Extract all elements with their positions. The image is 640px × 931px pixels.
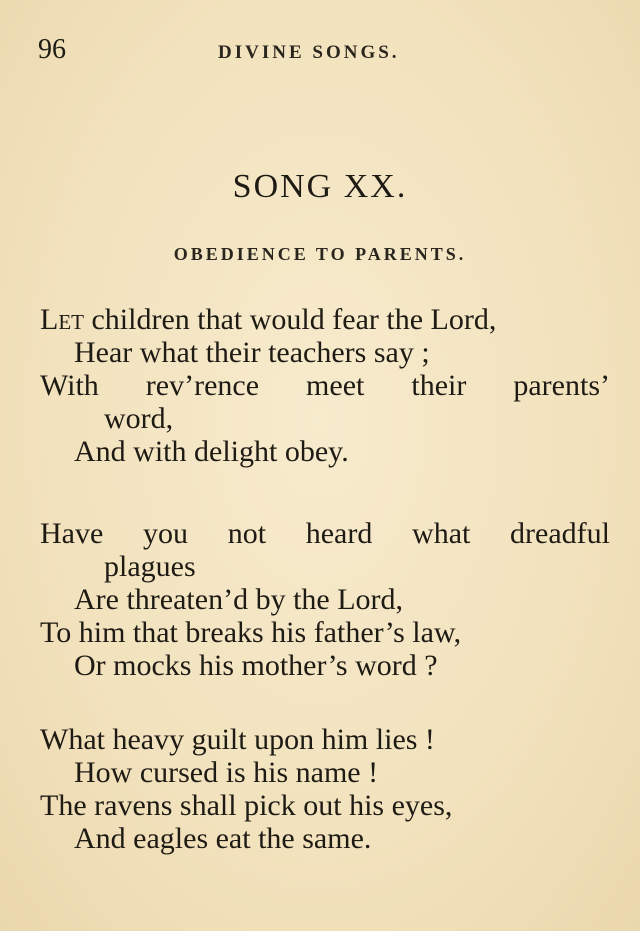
- running-head: DIVINE SONGS.: [218, 42, 400, 63]
- stanza-2-line-2: Are threaten’d by the Lord,: [74, 583, 404, 616]
- drop-word: Let: [40, 303, 84, 336]
- song-title: SONG XX.: [232, 168, 408, 205]
- stanza-2-line-1-cont: plagues: [104, 550, 196, 583]
- stanza-3-line-4: And eagles eat the same.: [74, 822, 372, 855]
- stanza-2-line-1: Have you not heard what dreadful: [40, 517, 610, 550]
- stanza-1-line-2: Hear what their teachers say ;: [74, 336, 430, 369]
- stanza-3-line-3: The ravens shall pick out his eyes,: [40, 789, 453, 822]
- song-subtitle: OBEDIENCE TO PARENTS.: [173, 244, 467, 264]
- stanza-3-line-2: How cursed is his name !: [74, 756, 379, 789]
- stanza-2-line-3: To him that breaks his father’s law,: [40, 616, 462, 649]
- stanza-2-line-4: Or mocks his mother’s word ?: [74, 649, 438, 682]
- stanza-1-line-1: [40, 305, 496, 335]
- page-number: 96: [38, 34, 66, 65]
- stanza-1-line-3: With rev’rence meet their parents’: [40, 369, 610, 402]
- stanza-1-line-4: And with delight obey.: [74, 435, 349, 468]
- line-text: children that would fear the Lord,: [83, 303, 497, 336]
- stanza-3-line-1: What heavy guilt upon him lies !: [40, 723, 435, 756]
- stanza-1-line-3-cont: word,: [104, 402, 174, 435]
